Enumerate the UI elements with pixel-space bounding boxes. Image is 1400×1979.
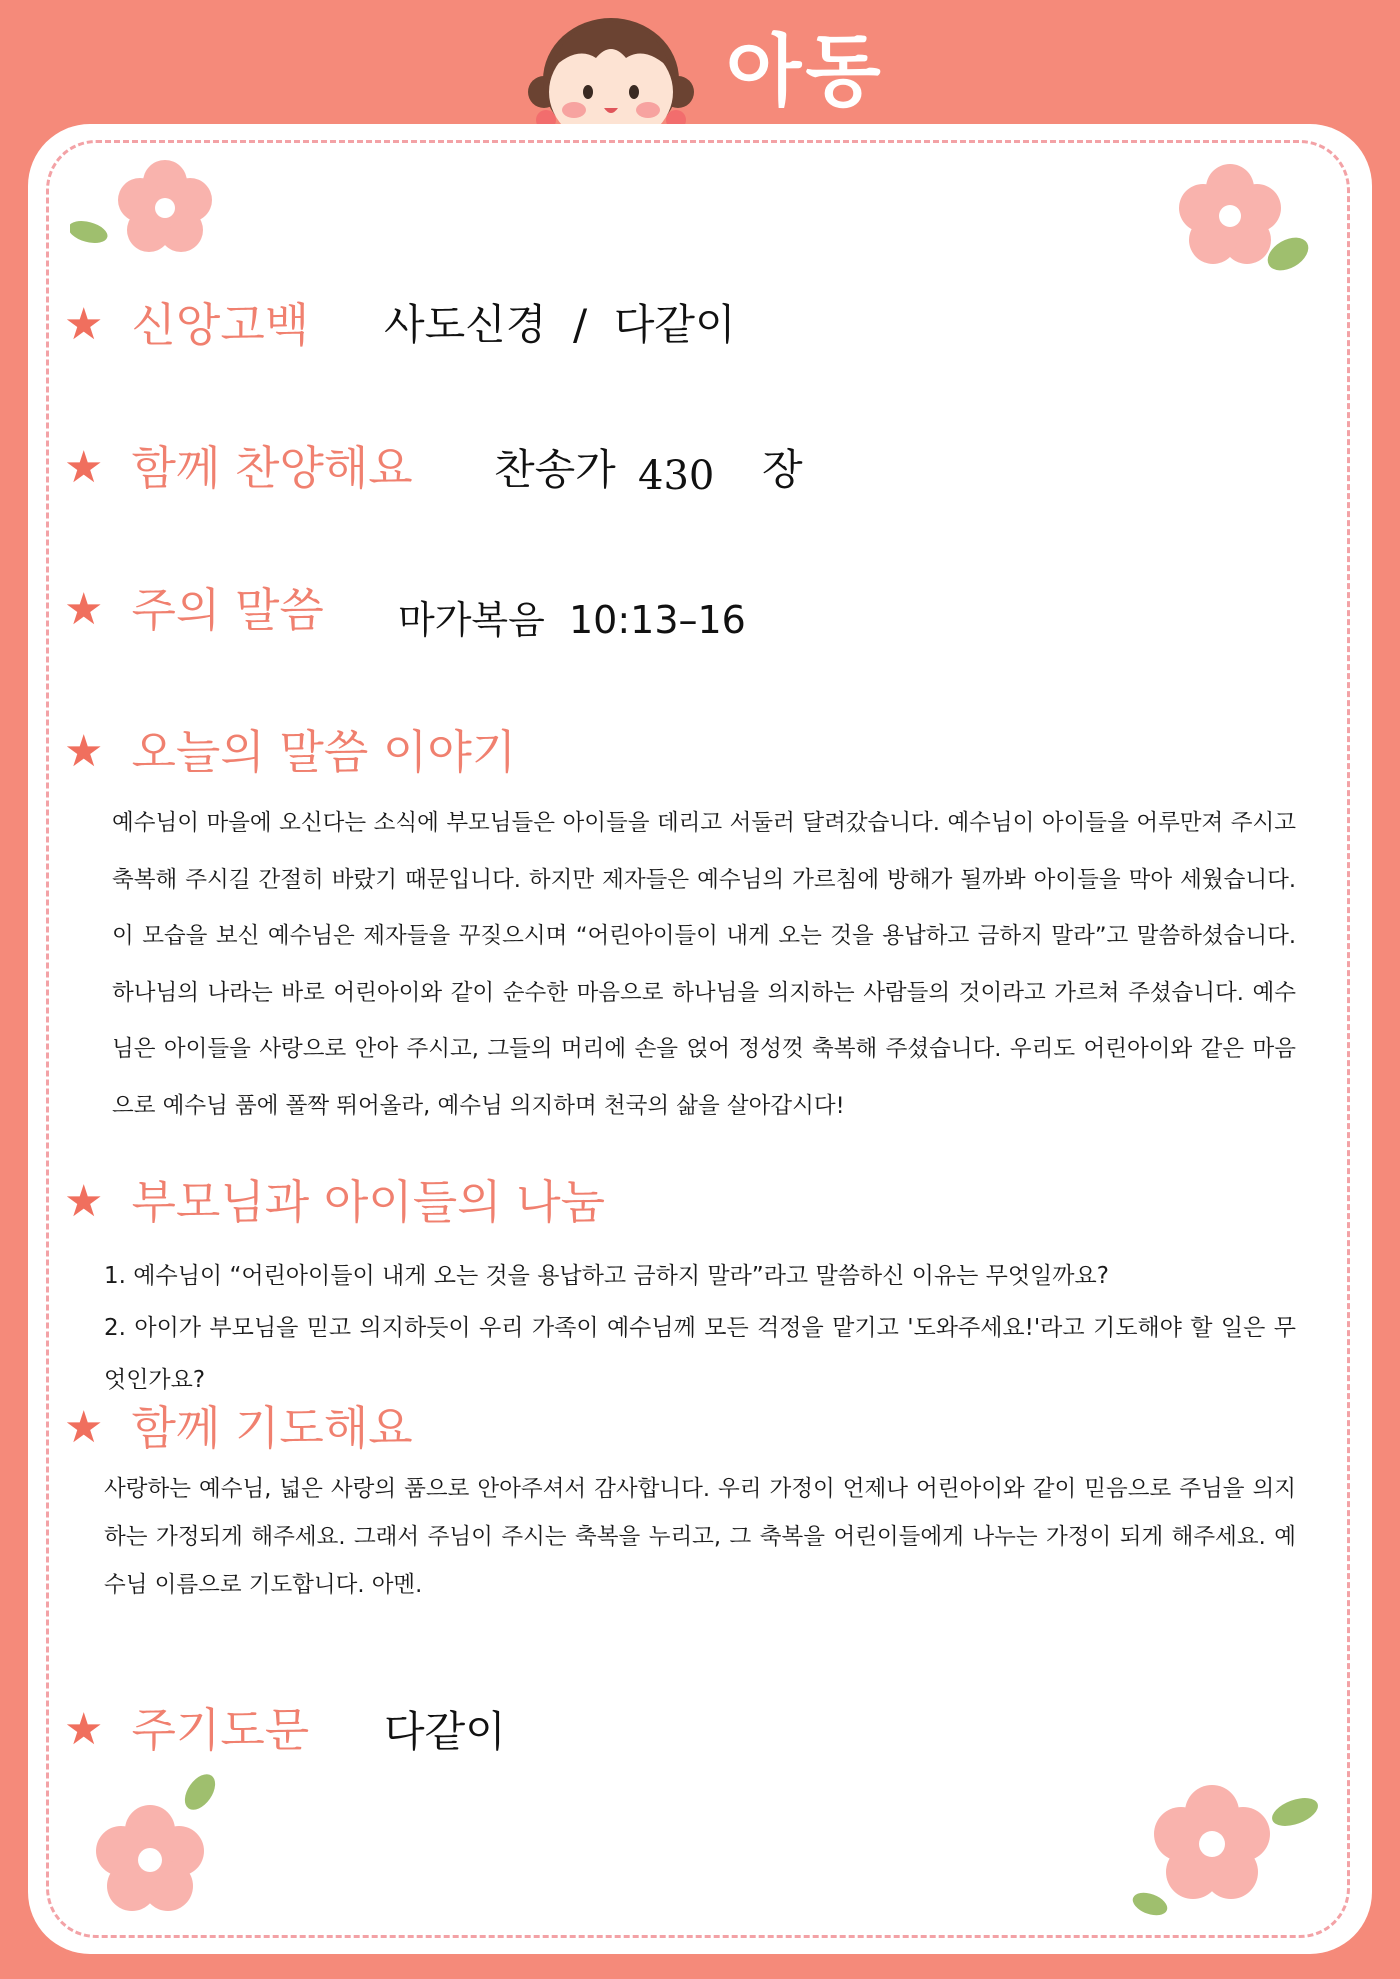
section-heading: 신앙고백: [131, 298, 310, 352]
section-heading: 주기도문: [131, 1703, 310, 1757]
flower-icon: [1130, 1770, 1330, 1934]
star-icon: ★: [64, 726, 104, 777]
section-scripture: [64, 580, 324, 640]
section-heading: 주의 말씀: [131, 583, 324, 637]
section-heading: 함께 기도해요: [131, 1401, 413, 1455]
flower-icon: [80, 1770, 240, 1924]
section-creed: [64, 295, 309, 355]
section-hymn: [64, 438, 413, 498]
section-story: [64, 722, 516, 782]
section-heading: 함께 찬양해요: [131, 441, 413, 495]
prayer-text: 사랑하는 예수님, 넓은 사랑의 품으로 안아주셔서 감사합니다. 우리 가정이 언제나 어린아이와 같이 믿음으로 주님을 의지하는 가정되게 해주세요. 그래서 주님이 주시는 축복을 누리고, 그 축복을 어린이들에게 나누는 가정이 되게 해주세요. 예수님 이름으로 기도합니다. 아멘.: [104, 1476, 1296, 1598]
sharing-questions: [104, 1250, 1296, 1406]
star-icon: ★: [64, 584, 104, 635]
star-icon: ★: [64, 1176, 104, 1227]
hymn-number: 430: [638, 453, 715, 499]
flower-icon: [1160, 158, 1310, 282]
question-item: 1. 예수님이 “어린아이들이 내게 오는 것을 용납하고 금하지 말라”라고 말씀하신 이유는 무엇일까요?: [104, 1263, 1109, 1289]
page-title: 아동: [726, 27, 885, 117]
section-prayer: [64, 1398, 413, 1458]
star-icon: ★: [64, 1402, 104, 1453]
hymn-suffix: 장: [762, 445, 803, 494]
star-icon: ★: [64, 1704, 104, 1755]
story-text: 예수님이 마을에 오신다는 소식에 부모님들은 아이들을 데리고 서둘러 달려갔습니다. 예수님이 아이들을 어루만져 주시고 축복해 주시길 간절히 바랐기 때문입니다. 하지만 제자들은 예수님의 가르침에 방해가 될까봐 아이들을 막아 세웠습니다. 이 모습을 보신 예수님은 제자들을 꾸짖으시며 “어린아이들이 내게 오는 것을 용납하고 금하지 말라”고 말씀하셨습니다. 하나님의 나라는 바로 어린아이와 같이 순수한 마음으로 하나님을 의지하는 사람들의 것이라고 가르쳐 주셨습니다. 예수님은 아이들을 사랑으로 안아 주시고, 그들의 머리에 손을 얹어 정성껏 축복해 주셨습니다. 우리도 어린아이와 같은 마음으로 예수님 품에 폴짝 뛰어올라, 예수님 의지하며 천국의 삶을 살아갑시다!: [112, 810, 1296, 1119]
lords-prayer-value: 다같이: [384, 1707, 506, 1756]
section-heading: 부모님과 아이들의 나눔: [131, 1175, 606, 1229]
flower-icon: [70, 156, 220, 270]
scripture-value: 마가복음 10:13–16: [398, 598, 746, 642]
hymn-prefix: 찬송가: [494, 445, 616, 494]
star-icon: ★: [64, 442, 104, 493]
creed-value: 사도신경 / 다같이: [384, 300, 736, 349]
section-heading: 오늘의 말씀 이야기: [131, 725, 517, 779]
question-item: 2. 아이가 부모님을 믿고 의지하듯이 우리 가족이 예수님께 모든 걱정을 맡기고 '도와주세요!'라고 기도해야 할 일은 무엇인가요?: [104, 1315, 1296, 1393]
section-sharing: [64, 1172, 605, 1232]
section-lords-prayer: [64, 1700, 309, 1760]
star-icon: ★: [64, 299, 104, 350]
